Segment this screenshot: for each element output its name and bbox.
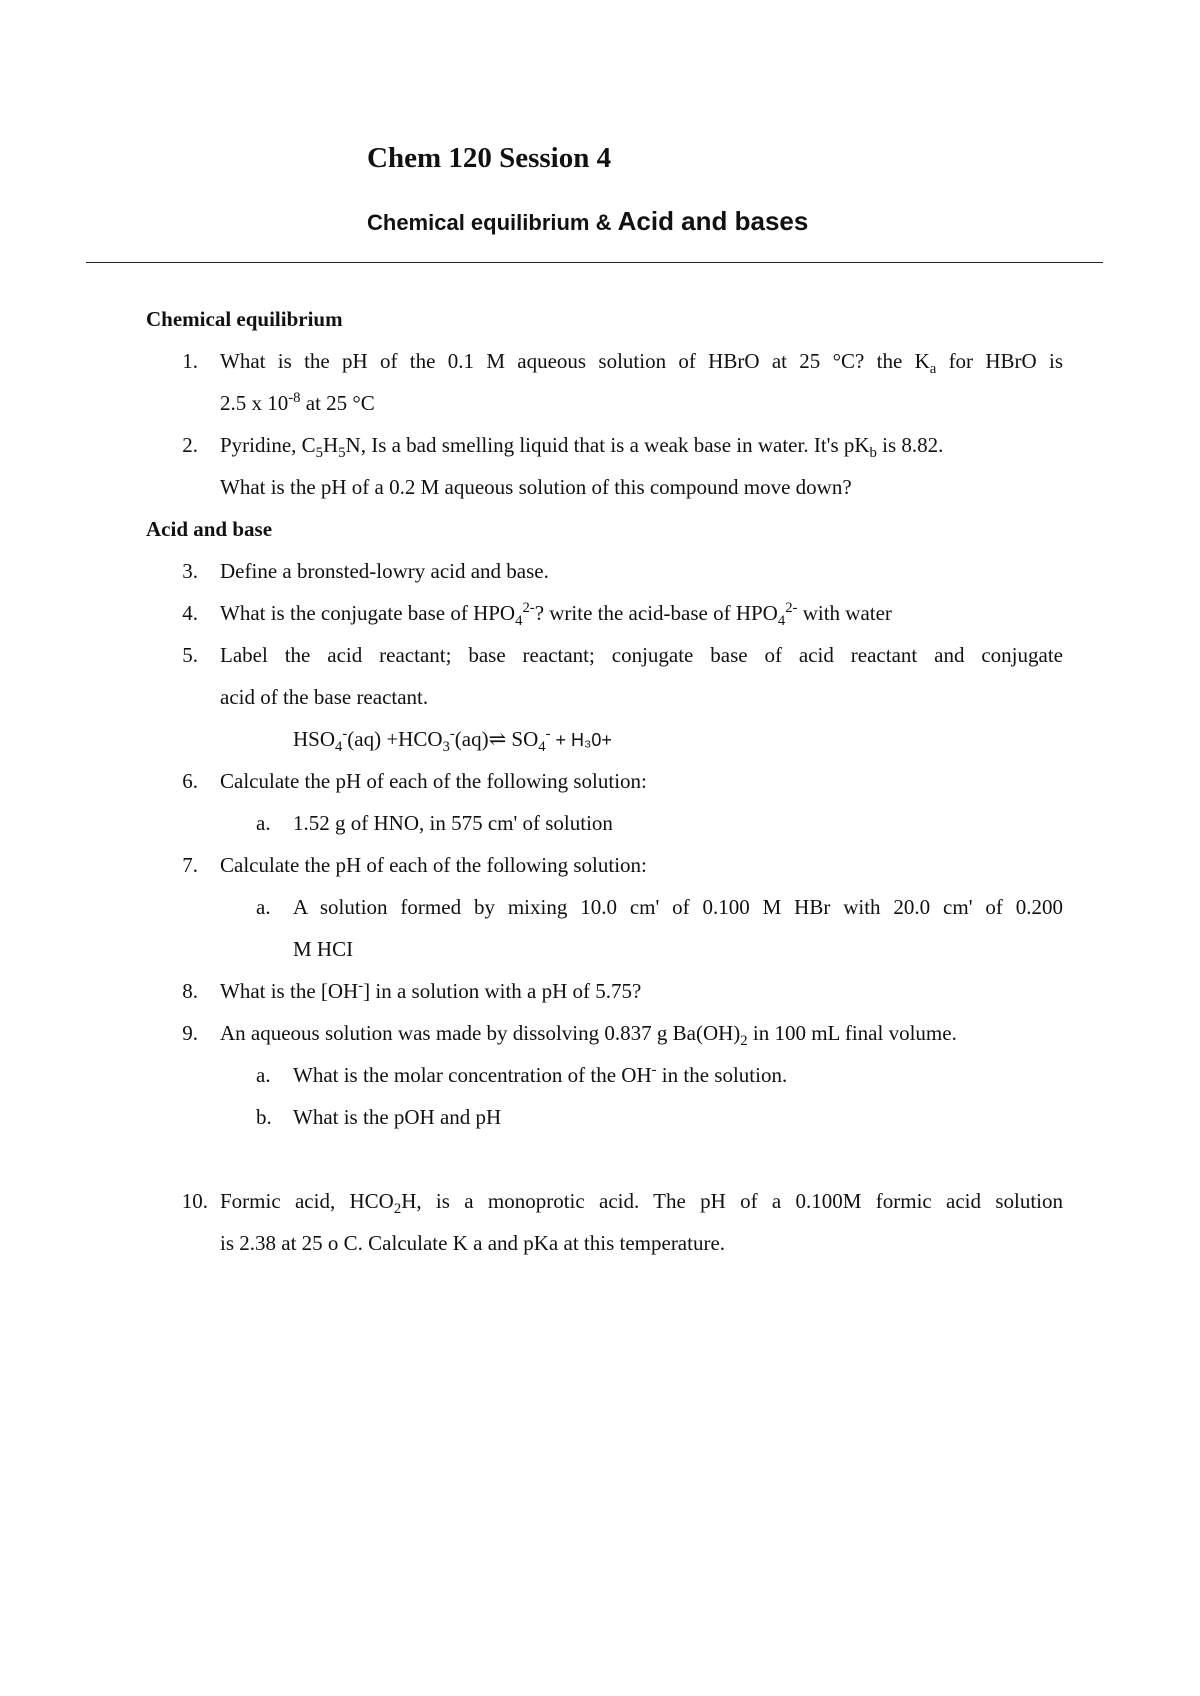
text-fragment: Pyridine, C <box>220 433 316 457</box>
subtitle-part-1: Chemical equilibrium & <box>367 210 618 235</box>
text-fragment: N, Is a bad smelling liquid that is a weak base in water. It's pK <box>345 433 870 457</box>
subscript: 2 <box>740 1033 748 1050</box>
text-fragment: What is the [OH <box>220 979 359 1003</box>
subtitle-part-2: Acid and bases <box>617 206 809 236</box>
question-text-line: What is the pH of a 0.2 M aqueous solution of this compound move down? <box>220 475 852 499</box>
subscript: 3 <box>442 739 450 756</box>
question-text-line <box>220 391 375 416</box>
question-text-line <box>220 1189 1063 1218</box>
text-fragment: + H₃0+ <box>550 730 612 750</box>
text-fragment: HSO <box>293 727 336 751</box>
question-number: 2. <box>182 433 198 457</box>
question-text-line: acid of the base reactant. <box>220 685 429 709</box>
sub-question-label: a. <box>256 1063 271 1087</box>
question-number: 9. <box>182 1021 198 1045</box>
question-text-line: is 2.38 at 25 o C. Calculate K a and pKa at this temperature. <box>220 1231 726 1255</box>
sub-question-text: What is the pOH and pH <box>293 1105 502 1129</box>
question-text-line <box>220 349 1063 378</box>
text-fragment: for HBrO is <box>936 349 1063 373</box>
text-fragment: ] in a solution with a pH of 5.75? <box>363 979 642 1003</box>
text-fragment: ? write the acid-base of HPO <box>534 601 778 625</box>
superscript: - <box>342 726 348 742</box>
question-number: 10. <box>181 1189 208 1213</box>
sub-question-label: a. <box>256 811 271 835</box>
subscript: 4 <box>515 613 523 630</box>
question-text-line <box>220 600 892 630</box>
text-fragment: H, is a monoprotic acid. The pH of a 0.100M formic acid solution <box>401 1189 1063 1213</box>
question-text-line: Define a bronsted-lowry acid and base. <box>220 559 549 583</box>
text-fragment: What is the conjugate base of HPO <box>220 601 516 625</box>
section-heading-acid-base: Acid and base <box>146 517 273 541</box>
question-number: 4. <box>182 601 198 625</box>
text-fragment: in 100 mL final volume. <box>747 1021 957 1045</box>
superscript: -8 <box>288 390 301 406</box>
text-fragment: 2.5 x 10 <box>220 391 289 415</box>
sub-question-text <box>293 1063 787 1088</box>
text-fragment: What is the pH of the 0.1 M aqueous solution of HBrO at 25 °C? the K <box>220 349 930 373</box>
question-text-line <box>220 433 944 462</box>
sub-question-label: a. <box>256 895 271 919</box>
subscript: 4 <box>335 739 343 756</box>
title-divider <box>86 262 1103 263</box>
superscript: - <box>358 978 364 994</box>
sub-question-text: M HCI <box>293 937 354 961</box>
superscript: - <box>449 726 455 742</box>
page-subtitle <box>367 206 808 237</box>
text-fragment: (aq) +HCO <box>347 727 443 751</box>
text-fragment: in the solution. <box>656 1063 788 1087</box>
question-text-line: Label the acid reactant; base reactant; conjugate base of acid reactant and conjugate <box>220 643 1063 667</box>
sub-question-label: b. <box>256 1105 272 1129</box>
page-title: Chem 120 Session 4 <box>367 142 612 174</box>
text-fragment: What is the molar concentration of the OH <box>293 1063 652 1087</box>
text-fragment: H <box>323 433 339 457</box>
equation-text <box>293 726 612 756</box>
superscript: - <box>651 1062 657 1078</box>
subscript: 5 <box>338 445 346 462</box>
subscript: a <box>929 361 937 378</box>
subscript: 4 <box>777 613 786 630</box>
question-number: 6. <box>182 769 198 793</box>
superscript: - <box>545 726 551 742</box>
question-number: 7. <box>182 853 198 877</box>
question-text-line: Calculate the pH of each of the following solution: <box>220 769 647 793</box>
text-fragment: at 25 °C <box>300 391 375 415</box>
question-text-line <box>220 979 641 1004</box>
question-text-line <box>220 1021 957 1050</box>
superscript: 2- <box>522 600 535 616</box>
sub-question-text: 1.52 g of HNO, in 575 cm' of solution <box>293 811 613 835</box>
text-fragment: Formic acid, HCO <box>220 1189 394 1213</box>
section-heading-equilibrium: Chemical equilibrium <box>146 307 343 331</box>
text-fragment: An aqueous solution was made by dissolving 0.837 g Ba(OH) <box>220 1021 741 1045</box>
sub-question-text: A solution formed by mixing 10.0 cm' of 0.100 M HBr with 20.0 cm' of 0.200 <box>293 895 1063 919</box>
text-fragment: is 8.82. <box>876 433 944 457</box>
question-text-line: Calculate the pH of each of the following solution: <box>220 853 647 877</box>
subscript: 4 <box>538 739 546 756</box>
text-fragment: with water <box>797 601 892 625</box>
subscript: 2 <box>393 1201 402 1218</box>
question-number: 5. <box>182 643 198 667</box>
subscript: 5 <box>315 445 324 462</box>
subscript: b <box>869 445 877 462</box>
text-fragment: (aq)⇌ SO <box>454 727 539 751</box>
superscript: 2- <box>785 600 798 616</box>
question-number: 8. <box>182 979 198 1003</box>
question-number: 1. <box>182 349 198 373</box>
question-number: 3. <box>182 559 198 583</box>
